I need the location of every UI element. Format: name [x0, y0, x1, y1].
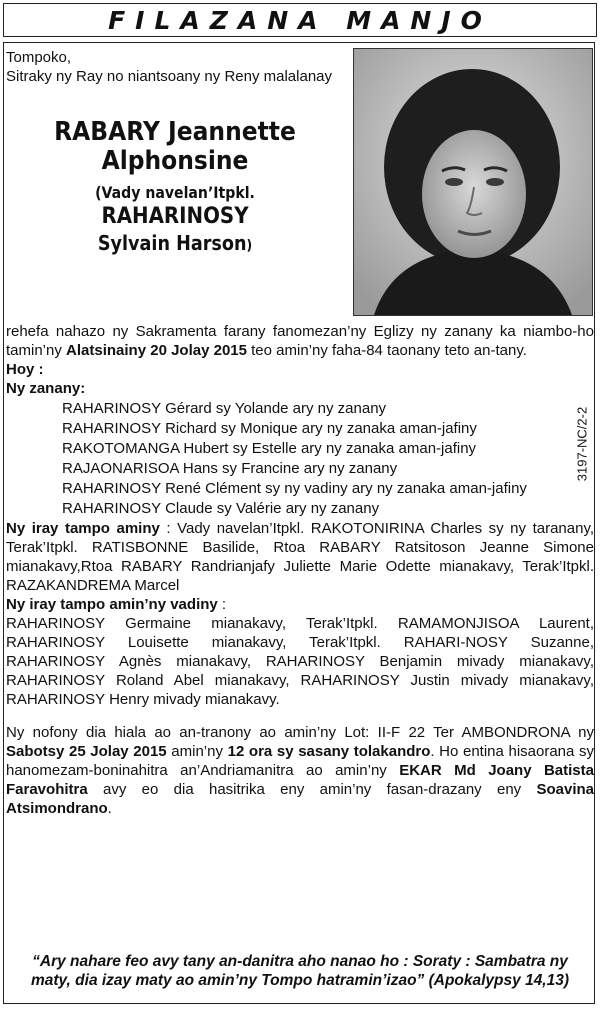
announcement-paragraph: [6, 322, 594, 360]
children-label: Ny zanany:: [6, 380, 86, 397]
deceased-name-block: [0, 118, 350, 259]
funeral-paragraph: [6, 723, 594, 818]
funeral-text-end: .: [107, 800, 112, 817]
announcement-text: rehefa nahazo ny Sakramenta farany fanomezan’ny Eglizy ny zanany ka niambo-ho tamin’ny: [6, 323, 594, 359]
header-bar: [3, 3, 597, 37]
intro-sentence: Sitraky ny Ray no niantsoany ny Reny malalanay: [6, 68, 333, 85]
death-date: Alatsinainy 20 Jolay 2015: [66, 342, 247, 359]
funeral-text: amin’ny: [166, 743, 228, 760]
child-item: RAHARINOSY Richard sy Monique ary ny zanaka aman-jafiny: [62, 420, 477, 437]
deceased-name-line2: Alphonsine: [101, 146, 249, 176]
hoy-label: Hoy :: [6, 361, 44, 378]
child-item: RAJAONARISOA Hans sy Francine ary ny zanany: [62, 460, 398, 477]
child-item: RAHARINOSY René Clément sy ny vadiny ary ny zanaka aman-jafiny: [62, 480, 527, 497]
spouse-line2: RAHARINOSY: [101, 204, 249, 229]
scripture-quote: [6, 952, 594, 990]
funeral-time: 12 ora sy sasany tolakandro: [227, 743, 431, 760]
spouse-name: Sylvain Harson: [97, 231, 247, 255]
child-item: RAKOTOMANGA Hubert sy Estelle ary ny zanaka aman-jafiny: [62, 440, 477, 457]
quote-line2: maty, dia izay maty ao amin’ny Tompo hatramin’izao” (Apokalypsy 14,13): [30, 972, 570, 989]
spouse-siblings-heading: [6, 595, 594, 614]
funeral-church: EKAR Md Joany Batista Faravohitra: [6, 762, 594, 798]
funeral-text: avy eo dia hasitrika eny amin’ny fasan-drazany eny: [87, 781, 537, 798]
siblings-text: : Vady navelan’Itpkl. RAKOTONIRINA Charles sy ny taranany, Terak’Itpkl. RATISBONNE Basilide, Rtoa RABARY Ratsitoson Jeanne Simone mianakavy,Rtoa RABARY Randrianjafy Juliette Marie Odette mianakavy, Terak’Itpkl. RAZAKANDREMA Marcel: [6, 520, 594, 594]
page-title: FILAZANA MANJO: [108, 5, 492, 35]
funeral-date: Sabotsy 25 Jolay 2015: [6, 743, 167, 760]
child-item: RAHARINOSY Gérard sy Yolande ary ny zanany: [62, 400, 387, 417]
funeral-text: Ny nofony dia hiala ao an-tranony ao amin’ny Lot: II-F 22 Ter AMBONDRONA ny: [6, 724, 594, 741]
spouse-line3: [21, 230, 329, 259]
portrait-photo: [353, 48, 593, 316]
salutation: Tompoko,: [6, 49, 72, 66]
child-item: RAHARINOSY Claude sy Valérie ary ny zanany: [62, 500, 380, 517]
quote-line1: “Ary nahare feo avy tany an-danitra aho nanao ho : Soraty : Sambatra ny: [32, 953, 568, 970]
siblings-paragraph: [6, 519, 594, 595]
siblings-label: Ny iray tampo aminy: [6, 520, 160, 537]
announcement-text-end: teo amin’ny faha-84 taonany teto an-tany.: [246, 342, 527, 359]
spouse-close-paren: ): [246, 238, 253, 254]
deceased-name-line1: RABARY Jeannette: [54, 117, 296, 147]
funeral-burial-place: Soavina Atsimondrano: [6, 781, 594, 817]
notice-body: [6, 322, 594, 818]
portrait-image: [354, 49, 592, 315]
spouse-siblings-colon: :: [217, 596, 227, 613]
intro: [6, 48, 346, 86]
funeral-text: . Ho entina hisaorana sy hanomezam-boninahitra an’Andriamanitra ao amin’ny: [6, 743, 594, 779]
spouse-siblings-text: RAHARINOSY Germaine mianakavy, Terak’Itpkl. RAMAMONJISOA Laurent, RAHARINOSY Louisette mianakavy, Terak’Itpkl. RAHARI-NOSY Suzanne, RAHARINOSY Agnès mianakavy, RAHARINOSY Benjamin mivady mianakavy, RAHARINOSY Roland Abel mianakavy, RAHARINOSY Justin mivady mianakavy, RAHARINOSY Henry mivady mianakavy.: [6, 615, 594, 708]
spouse-line1: (Vady navelan’Itpkl.: [95, 183, 255, 202]
reference-code-text: 3197-NC/2-2: [574, 406, 590, 482]
spouse-siblings-label: Ny iray tampo amin’ny vadiny: [6, 596, 218, 613]
